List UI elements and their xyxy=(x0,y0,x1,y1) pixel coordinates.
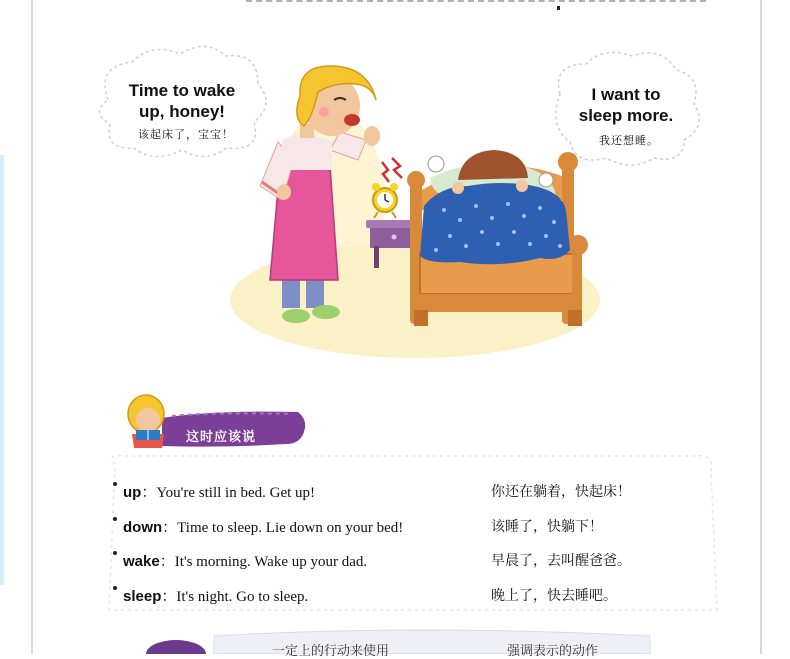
phrase-sentence: It's morning. Wake up your dad. xyxy=(174,554,368,570)
phrase-keyword: down xyxy=(123,518,163,536)
girl-reading-icon xyxy=(128,395,164,448)
phrase-keyword: up xyxy=(123,484,142,501)
phrase-colon: ： xyxy=(161,588,177,605)
bullet xyxy=(113,482,117,486)
speech-left-english: Time to wake up, honey! xyxy=(128,81,236,121)
phrase-list xyxy=(100,470,710,608)
bullet xyxy=(113,551,117,555)
bottom-banner xyxy=(0,620,790,654)
phrase-keyword: sleep xyxy=(123,587,162,605)
ringing-lines xyxy=(392,158,402,178)
phrase-sentence: You're still in bed. Get up! xyxy=(156,485,316,501)
speech-right-chinese: 我还想睡。 xyxy=(599,134,659,147)
bullet xyxy=(113,517,117,521)
bottom-text-right: 强调表示的动作 xyxy=(507,644,599,659)
phrase-translation: 你还在躺着，快起床！ xyxy=(491,484,631,500)
bottom-purple-badge xyxy=(146,640,206,654)
phrase-colon: ： xyxy=(141,485,157,501)
bottom-text-left: 一定上的行动来使用 xyxy=(272,644,390,659)
phrase-translation: 晚上了，快去睡吧。 xyxy=(491,587,617,604)
child-head xyxy=(458,150,528,180)
phrase-row-sleep xyxy=(100,574,710,609)
phrase-row-up xyxy=(100,470,710,505)
phrase-translation: 该睡了，快躺下！ xyxy=(491,518,603,535)
phrase-row-wake xyxy=(100,539,710,574)
phrase-sentence: Time to sleep. Lie down on your bed! xyxy=(177,519,404,536)
bullet xyxy=(113,586,117,590)
speech-left-chinese: 该起床了，宝宝！ xyxy=(138,128,234,141)
phrase-sentence: It's night. Go to sleep. xyxy=(176,588,309,605)
phrase-translation: 早晨了，去叫醒爸爸。 xyxy=(491,553,631,569)
blanket xyxy=(420,183,570,264)
phrase-colon: ： xyxy=(159,554,175,570)
phrase-colon: ： xyxy=(162,519,178,536)
phrase-keyword: wake xyxy=(123,553,160,570)
phrase-row-down xyxy=(100,505,710,540)
section-title: 这时应该说 xyxy=(186,430,257,445)
speech-right-english: I want to sleep more. xyxy=(578,85,674,125)
